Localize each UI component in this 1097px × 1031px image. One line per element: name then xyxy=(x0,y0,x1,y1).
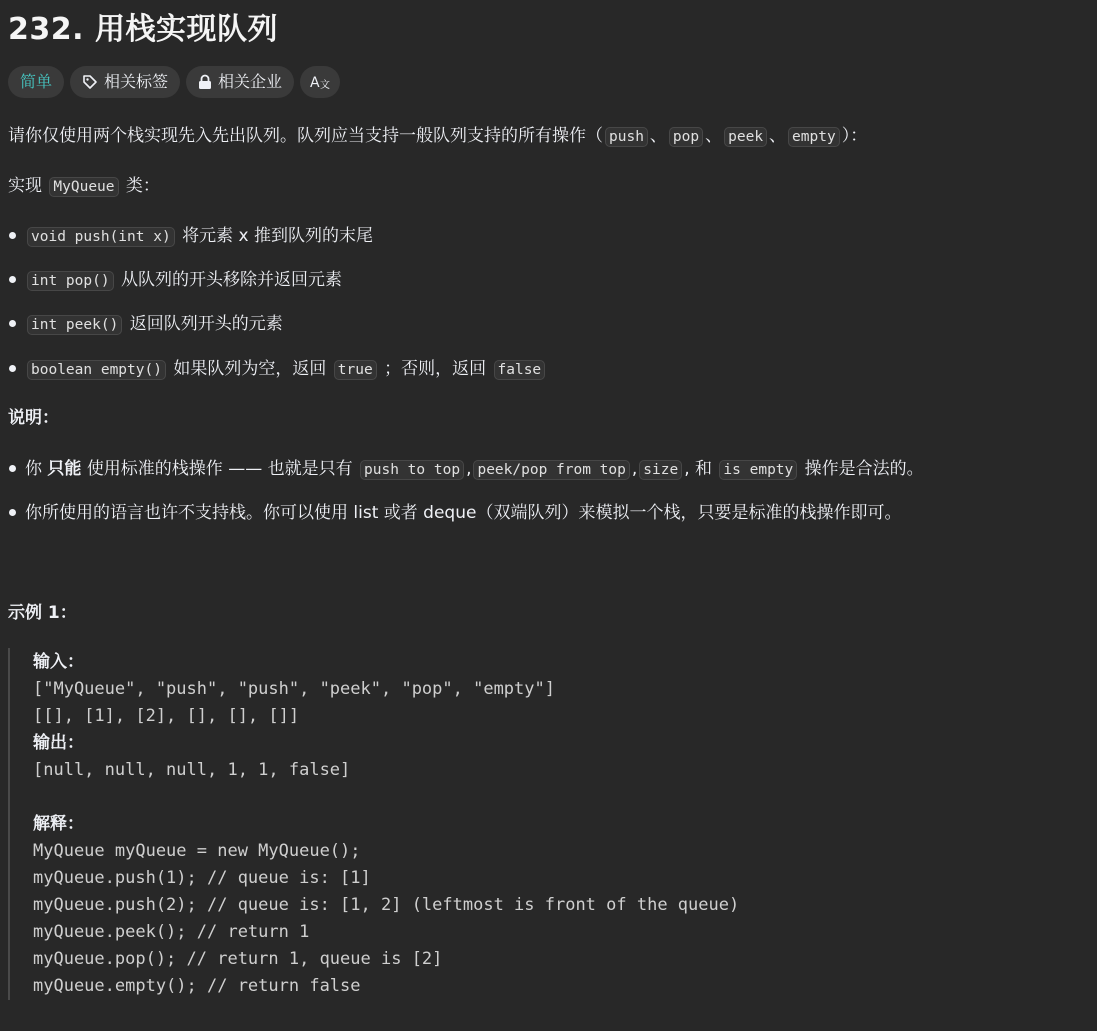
related-companies-button[interactable] xyxy=(186,66,294,98)
bullet xyxy=(9,365,16,372)
intro-paragraph: 请你仅使用两个栈实现先入先出队列。队列应当支持一般队列支持的所有操作（ push 、 pop 、 peek 、 empty ）： xyxy=(8,126,868,146)
method-item: void push(int x) 将元素 x 推到队列的末尾 xyxy=(8,224,373,249)
explain-line: MyQueue myQueue = new MyQueue(); xyxy=(33,841,361,861)
method-code: boolean empty() xyxy=(27,360,166,380)
class-name-code: MyQueue xyxy=(49,177,118,197)
output-label: 输出： xyxy=(33,733,84,753)
true-code: true xyxy=(334,360,377,380)
example-heading: 示例 1： xyxy=(8,603,77,623)
op-pop-code: pop xyxy=(669,127,703,147)
notes-heading: 说明： xyxy=(8,408,59,428)
input-label: 输入： xyxy=(33,652,84,672)
example-block xyxy=(8,648,1090,1000)
translate-button[interactable] xyxy=(300,66,340,98)
note-item: 你 只能 使用标准的栈操作 —— 也就是只有 push to top , peek/pop from top , size , 和 is empty 操作是合法的。 xyxy=(8,457,924,482)
explain-line: myQueue.peek(); // return 1 xyxy=(33,922,310,942)
explain-line: myQueue.push(2); // queue is: [1, 2] (leftmost is front of the queue) xyxy=(33,895,740,915)
output-line: [null, null, null, 1, 1, false] xyxy=(33,760,351,780)
input-line: [[], [1], [2], [], [], []] xyxy=(33,706,300,726)
lock-icon xyxy=(198,74,212,90)
explain-line: myQueue.push(1); // queue is: [1] xyxy=(33,868,371,888)
svg-text:A: A xyxy=(310,75,320,90)
input-line: ["MyQueue", "push", "push", "peek", "pop", "empty"] xyxy=(33,679,555,699)
is-empty-code: is empty xyxy=(719,460,797,480)
method-item: int pop() 从队列的开头移除并返回元素 xyxy=(8,268,342,293)
tag-icon xyxy=(82,74,98,90)
explain-label: 解释： xyxy=(33,814,84,834)
method-item: boolean empty() 如果队列为空，返回 true ；否则，返回 false xyxy=(8,357,547,382)
bullet xyxy=(9,465,16,472)
push-to-top-code: push to top xyxy=(360,460,464,480)
op-peek-code: peek xyxy=(724,127,767,147)
related-companies-label: 相关企业 xyxy=(218,72,283,91)
tag-bar xyxy=(8,66,340,98)
bullet xyxy=(9,320,16,327)
method-item: int peek() 返回队列开头的元素 xyxy=(8,312,283,337)
related-tags-button[interactable] xyxy=(70,66,180,98)
bullet xyxy=(9,276,16,283)
svg-text:文: 文 xyxy=(320,80,331,90)
bullet xyxy=(9,232,16,239)
op-push-code: push xyxy=(605,127,648,147)
size-code: size xyxy=(639,460,682,480)
method-code: void push(int x) xyxy=(27,227,175,247)
note-item: 你所使用的语言也许不支持栈。你可以使用 list 或者 deque（双端队列）来模拟一个栈，只要是标准的栈操作即可。 xyxy=(8,501,901,525)
method-code: int pop() xyxy=(27,271,114,291)
implement-line: 实现 MyQueue 类： xyxy=(8,176,160,196)
peek-pop-from-top-code: peek/pop from top xyxy=(473,460,629,480)
bullet xyxy=(9,509,16,516)
difficulty-label: 简单 xyxy=(20,72,53,91)
false-code: false xyxy=(494,360,546,380)
related-tags-label: 相关标签 xyxy=(104,72,169,91)
explain-line: myQueue.empty(); // return false xyxy=(33,976,361,996)
explain-line: myQueue.pop(); // return 1, queue is [2] xyxy=(33,949,443,969)
op-empty-code: empty xyxy=(788,127,840,147)
problem-title: 232. 用栈实现队列 xyxy=(8,12,278,47)
method-code: int peek() xyxy=(27,315,122,335)
difficulty-badge[interactable] xyxy=(8,66,64,98)
translate-icon xyxy=(310,74,330,90)
